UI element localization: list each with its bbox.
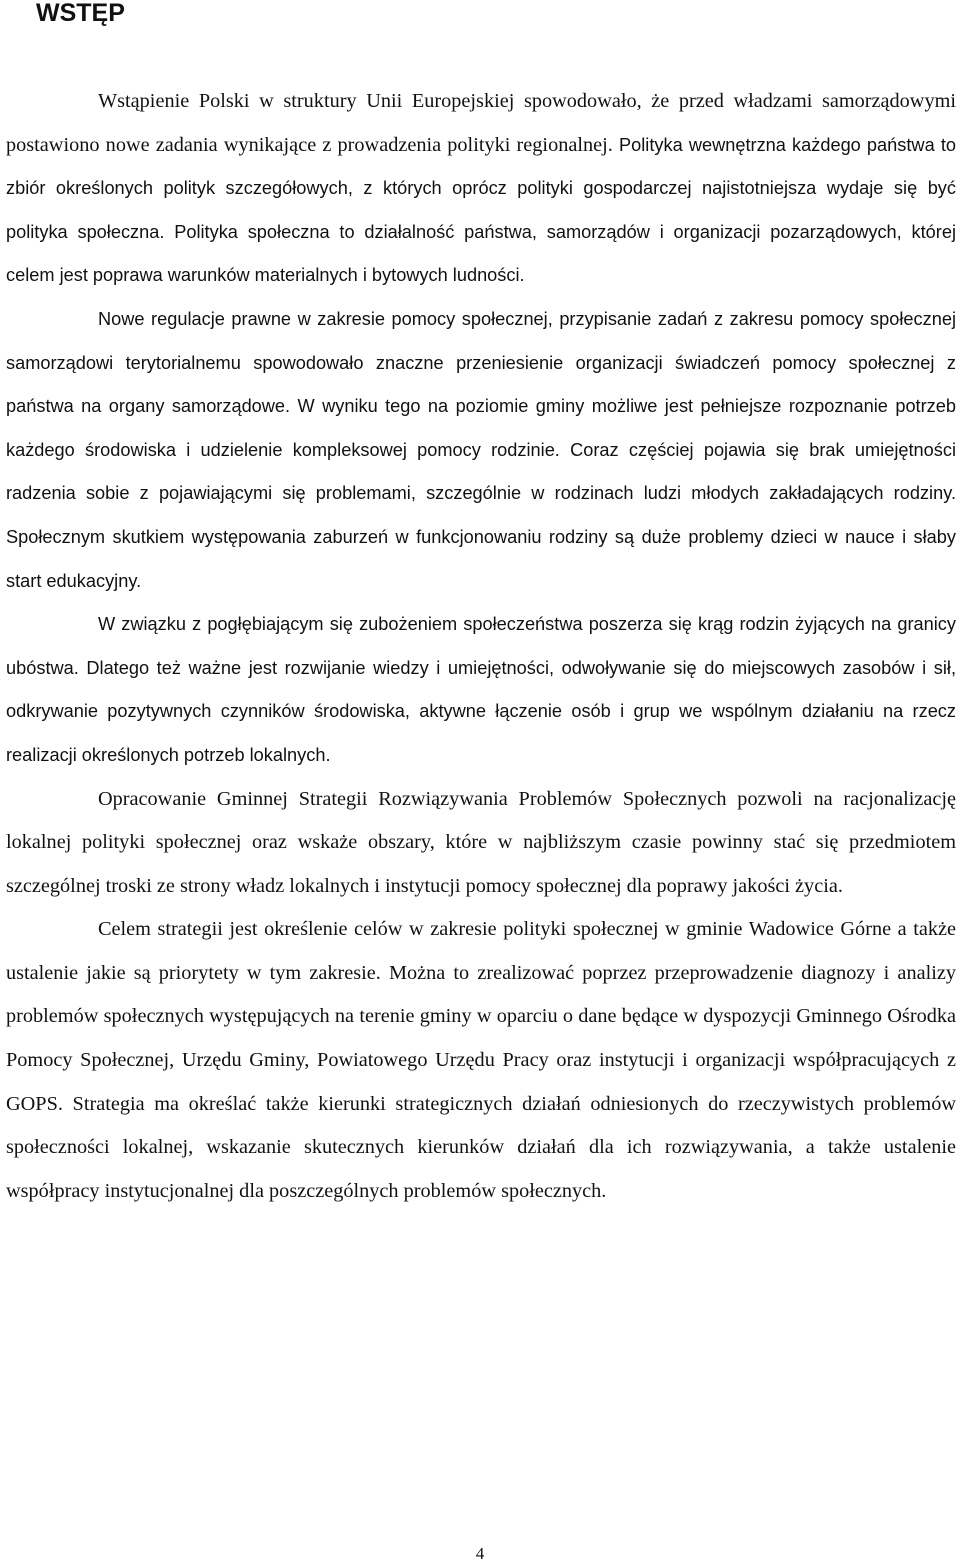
paragraph-intro-sans: Polityka wewnętrzna każdego państwa to zbiór określonych polityk szczegółowych, z których oprócz polityki gospodarczej najistotniejsza wydaje się być polityka społeczna. Polityka społeczna to działalność państwa, samorządów i organizacji pozarządowych, której celem jest poprawa warunków materialnych i bytowych ludności.: [6, 134, 956, 286]
paragraph-strategy: [6, 778, 956, 909]
paragraph-goals: [6, 908, 956, 1213]
paragraph-intro: [6, 80, 956, 298]
paragraph-regulations: [6, 298, 956, 603]
page-number: 4: [475, 1544, 485, 1563]
paragraph-regulations-text: Nowe regulacje prawne w zakresie pomocy społecznej, przypisanie zadań z zakresu pomocy społecznej samorządowi terytorialnemu spowodowało znaczne przeniesienie organizacji świadczeń pomocy społecznej z państwa na organy samorządowe. W wyniku tego na poziomie gminy możliwe jest pełniejsze rozpoznanie potrzeb każdego środowiska i udzielenie kompleksowej pomocy rodzinie. Coraz częściej pojawia się brak umiejętności radzenia sobie z pojawiającymi się problemami, szczególnie w rodzinach ludzi młodych zakładających rodziny. Społecznym skutkiem występowania zaburzeń w funkcjonowaniu rodziny są duże problemy dzieci w nauce i słaby start edukacyjny.: [6, 308, 956, 591]
body-text: [6, 80, 956, 1213]
paragraph-intro-serif: Wstąpienie Polski w struktury Unii Europejskiej spowodowało, że przed władzami samorządowymi postawiono nowe zadania wynikające z prowadzenia polityki regionalnej.: [6, 90, 956, 156]
paragraph-goals-text: Celem strategii jest określenie celów w zakresie polityki społecznej w gminie Wadowice Górne a także ustalenie jakie są priorytety w tym zakresie. Można to zrealizować poprzez przeprowadzenie diagnozy i analizy problemów społecznych występujących na terenie gminy w oparciu o dane będące w dyspozycji Gminnego Ośrodka Pomocy Społecznej, Urzędu Gminy, Powiatowego Urzędu Pracy oraz instytucji i organizacji współpracujących z GOPS. Strategia ma określać także kierunki strategicznych działań odniesionych do rzeczywistych problemów społeczności lokalnej, wskazanie skutecznych kierunków działań dla ich rozwiązywania, a także ustalenie współpracy instytucjonalnej dla poszczególnych problemów społecznych.: [6, 918, 956, 1202]
paragraph-strategy-text: Opracowanie Gminnej Strategii Rozwiązywania Problemów Społecznych pozwoli na racjonalizację lokalnej polityki społecznej oraz wskaże obszary, które w najbliższym czasie powinny stać się przedmiotem szczególnej troski ze strony władz lokalnych i instytucji pomocy społecznej dla poprawy jakości życia.: [6, 787, 956, 897]
section-heading: WSTĘP: [36, 0, 125, 27]
paragraph-poverty: [6, 603, 956, 777]
paragraph-poverty-text: W związku z pogłębiającym się zubożeniem społeczeństwa poszerza się krąg rodzin żyjących na granicy ubóstwa. Dlatego też ważne jest rozwijanie wiedzy i umiejętności, odwoływanie się do miejscowych zasobów i sił, odkrywanie pozytywnych czynników środowiska, aktywne łączenie osób i grup we wspólnym działaniu na rzecz realizacji określonych potrzeb lokalnych.: [6, 614, 956, 765]
